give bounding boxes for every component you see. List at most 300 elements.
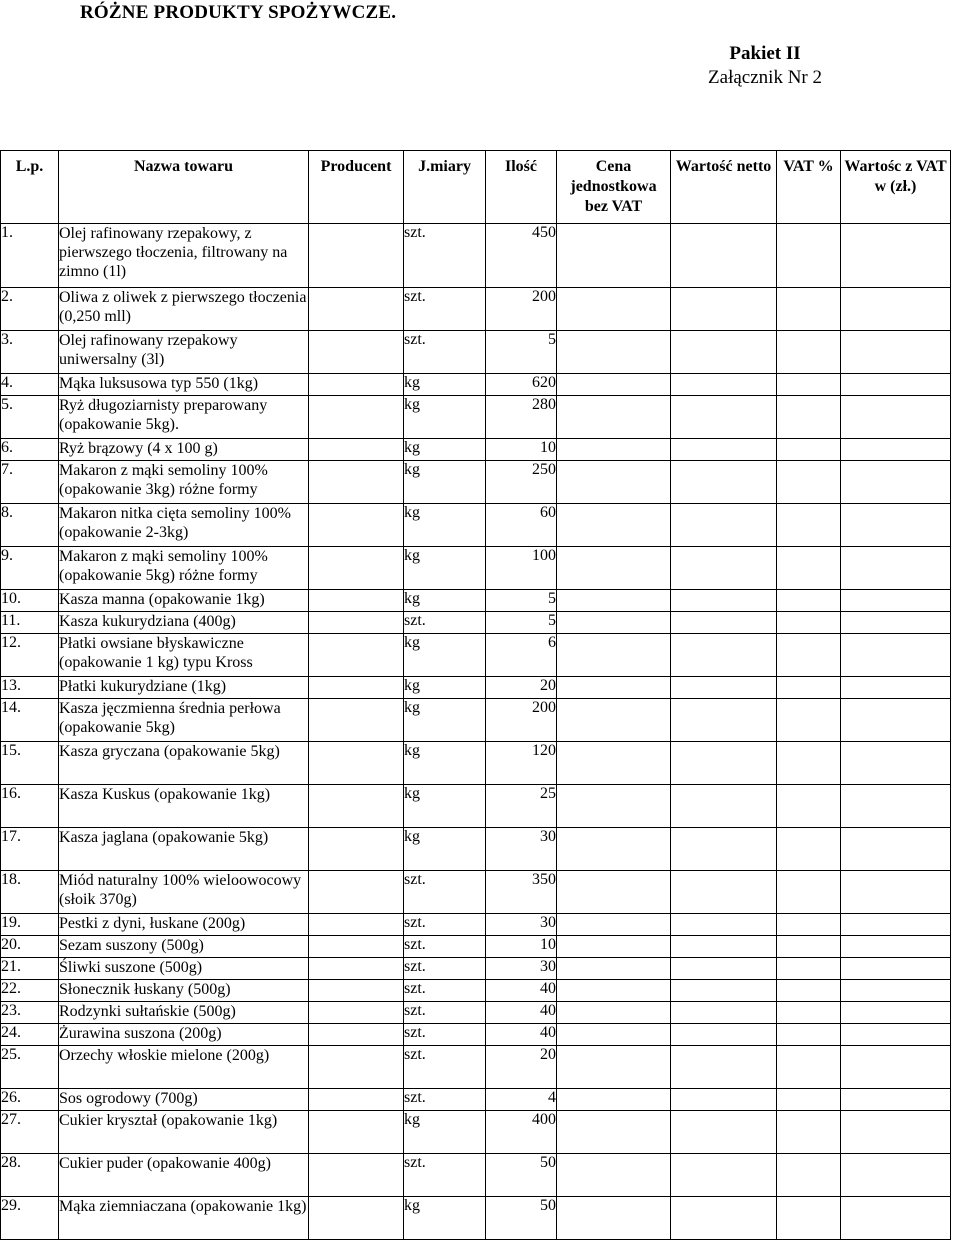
row-product-name: Słonecznik łuskany (500g) [59,980,309,1002]
row-product-name: Kasza manna (opakowanie 1kg) [59,590,309,612]
row-vat [777,1089,841,1111]
row-quantity: 280 [486,396,557,439]
row-unit-price [557,677,671,699]
row-unit: kg [404,504,486,547]
row-quantity: 25 [486,785,557,828]
row-product-name: Makaron nitka cięta semoliny 100% (opakowanie 2-3kg) [59,504,309,547]
row-lp: 22. [1,980,59,1002]
row-vat [777,396,841,439]
header-name: Nazwa towaru [59,151,309,224]
row-net-value [671,331,777,374]
row-producer [309,439,404,461]
row-unit-price [557,634,671,677]
row-gross-value [841,1197,951,1240]
row-gross-value [841,871,951,914]
header-producer: Producent [309,151,404,224]
row-net-value [671,677,777,699]
row-lp: 23. [1,1002,59,1024]
row-producer [309,1002,404,1024]
row-product-name: Śliwki suszone (500g) [59,958,309,980]
row-producer [309,871,404,914]
row-producer [309,980,404,1002]
row-unit: kg [404,374,486,396]
row-lp: 25. [1,1046,59,1089]
row-unit-price [557,612,671,634]
row-producer [309,699,404,742]
row-quantity: 100 [486,547,557,590]
row-vat [777,331,841,374]
row-product-name: Płatki kukurydziane (1kg) [59,677,309,699]
row-unit: szt. [404,331,486,374]
row-product-name: Makaron z mąki semoliny 100% (opakowanie 3kg) różne formy [59,461,309,504]
row-quantity: 620 [486,374,557,396]
row-vat [777,785,841,828]
row-unit-price [557,439,671,461]
row-gross-value [841,785,951,828]
header-net-value: Wartość netto [671,151,777,224]
row-gross-value [841,612,951,634]
row-gross-value [841,224,951,288]
row-unit-price [557,742,671,785]
row-gross-value [841,1111,951,1154]
row-quantity: 20 [486,677,557,699]
row-net-value [671,461,777,504]
package-label: Pakiet II [729,43,801,64]
products-table-body [1,224,951,1240]
row-producer [309,396,404,439]
row-unit-price [557,1089,671,1111]
row-product-name: Pestki z dyni, łuskane (200g) [59,914,309,936]
row-lp: 14. [1,699,59,742]
row-vat [777,590,841,612]
table-row [1,1197,951,1240]
row-lp: 16. [1,785,59,828]
row-gross-value [841,1089,951,1111]
row-unit: szt. [404,612,486,634]
row-net-value [671,396,777,439]
row-vat [777,871,841,914]
row-net-value [671,1089,777,1111]
row-product-name: Kasza jęczmienna średnia perłowa (opakowanie 5kg) [59,699,309,742]
row-net-value [671,828,777,871]
row-quantity: 50 [486,1197,557,1240]
row-lp: 13. [1,677,59,699]
row-unit-price [557,1111,671,1154]
row-unit-price [557,1197,671,1240]
row-lp: 8. [1,504,59,547]
row-unit: szt. [404,980,486,1002]
row-lp: 17. [1,828,59,871]
table-row [1,461,951,504]
header-qty: Ilość [486,151,557,224]
table-row [1,331,951,374]
row-gross-value [841,677,951,699]
row-quantity: 250 [486,461,557,504]
row-producer [309,1111,404,1154]
row-unit: kg [404,828,486,871]
row-producer [309,331,404,374]
row-producer [309,677,404,699]
row-lp: 12. [1,634,59,677]
table-row [1,1111,951,1154]
row-unit: szt. [404,224,486,288]
row-lp: 19. [1,914,59,936]
row-quantity: 10 [486,936,557,958]
row-lp: 6. [1,439,59,461]
row-net-value [671,958,777,980]
row-net-value [671,504,777,547]
row-unit: szt. [404,1154,486,1197]
row-unit-price [557,461,671,504]
row-gross-value [841,1046,951,1089]
row-net-value [671,612,777,634]
row-vat [777,439,841,461]
row-lp: 10. [1,590,59,612]
row-unit: kg [404,785,486,828]
row-vat [777,547,841,590]
row-vat [777,612,841,634]
row-quantity: 350 [486,871,557,914]
row-gross-value [841,980,951,1002]
table-row [1,1089,951,1111]
row-gross-value [841,828,951,871]
row-quantity: 30 [486,914,557,936]
table-row [1,828,951,871]
row-vat [777,461,841,504]
row-unit-price [557,828,671,871]
row-gross-value [841,504,951,547]
row-unit-price [557,1002,671,1024]
row-unit: szt. [404,1002,486,1024]
row-unit: kg [404,1111,486,1154]
row-lp: 18. [1,871,59,914]
row-unit: szt. [404,1024,486,1046]
row-quantity: 450 [486,224,557,288]
row-net-value [671,699,777,742]
row-unit-price [557,224,671,288]
row-quantity: 200 [486,699,557,742]
row-producer [309,1024,404,1046]
table-row [1,677,951,699]
row-product-name: Mąka luksusowa typ 550 (1kg) [59,374,309,396]
row-producer [309,1197,404,1240]
row-net-value [671,1024,777,1046]
row-net-value [671,742,777,785]
row-gross-value [841,958,951,980]
row-unit-price [557,1046,671,1089]
row-product-name: Olej rafinowany rzepakowy uniwersalny (3l) [59,331,309,374]
row-product-name: Kasza gryczana (opakowanie 5kg) [59,742,309,785]
row-quantity: 4 [486,1089,557,1111]
row-net-value [671,590,777,612]
row-quantity: 5 [486,612,557,634]
row-unit: szt. [404,288,486,331]
row-producer [309,590,404,612]
row-producer [309,828,404,871]
row-lp: 2. [1,288,59,331]
row-gross-value [841,461,951,504]
row-unit: szt. [404,871,486,914]
row-net-value [671,439,777,461]
row-unit: szt. [404,936,486,958]
row-unit: szt. [404,914,486,936]
row-lp: 9. [1,547,59,590]
row-unit-price [557,936,671,958]
row-producer [309,504,404,547]
row-net-value [671,1002,777,1024]
row-lp: 3. [1,331,59,374]
row-quantity: 5 [486,590,557,612]
row-gross-value [841,914,951,936]
table-row [1,1154,951,1197]
document-title: RÓŻNE PRODUKTY SPOŻYWCZE. [80,2,397,23]
row-unit-price [557,871,671,914]
row-lp: 5. [1,396,59,439]
row-gross-value [841,547,951,590]
row-lp: 26. [1,1089,59,1111]
table-row [1,1002,951,1024]
row-product-name: Płatki owsiane błyskawiczne (opakowanie 1 kg) typu Kross [59,634,309,677]
row-unit: kg [404,590,486,612]
row-net-value [671,936,777,958]
annex-label: Załącznik Nr 2 [708,67,822,88]
row-quantity: 40 [486,980,557,1002]
row-quantity: 6 [486,634,557,677]
row-producer [309,374,404,396]
table-row [1,504,951,547]
row-vat [777,828,841,871]
row-unit: kg [404,547,486,590]
row-gross-value [841,396,951,439]
table-row [1,612,951,634]
row-gross-value [841,590,951,612]
row-producer [309,224,404,288]
header-gross-value: Wartośc z VAT w (zł.) [841,151,951,224]
row-lp: 11. [1,612,59,634]
row-quantity: 10 [486,439,557,461]
row-lp: 4. [1,374,59,396]
row-net-value [671,914,777,936]
row-net-value [671,871,777,914]
row-producer [309,958,404,980]
row-vat [777,699,841,742]
row-product-name: Rodzynki sułtańskie (500g) [59,1002,309,1024]
row-quantity: 40 [486,1002,557,1024]
table-row [1,224,951,288]
row-lp: 29. [1,1197,59,1240]
row-unit: kg [404,677,486,699]
row-vat [777,1024,841,1046]
header-vat: VAT % [777,151,841,224]
row-producer [309,547,404,590]
row-net-value [671,1046,777,1089]
row-product-name: Oliwa z oliwek z pierwszego tłoczenia (0,250 mll) [59,288,309,331]
table-row [1,914,951,936]
row-gross-value [841,374,951,396]
row-vat [777,980,841,1002]
table-row [1,374,951,396]
row-producer [309,634,404,677]
row-vat [777,374,841,396]
row-net-value [671,224,777,288]
row-lp: 7. [1,461,59,504]
table-row [1,1046,951,1089]
row-net-value [671,374,777,396]
row-product-name: Olej rafinowany rzepakowy, z pierwszego tłoczenia, filtrowany na zimno (1l) [59,224,309,288]
row-producer [309,936,404,958]
row-vat [777,1046,841,1089]
row-vat [777,958,841,980]
row-lp: 28. [1,1154,59,1197]
row-gross-value [841,742,951,785]
row-product-name: Sos ogrodowy (700g) [59,1089,309,1111]
row-unit-price [557,374,671,396]
row-quantity: 5 [486,331,557,374]
table-row [1,590,951,612]
row-net-value [671,1197,777,1240]
row-unit-price [557,1024,671,1046]
row-vat [777,1197,841,1240]
row-vat [777,504,841,547]
row-net-value [671,785,777,828]
row-producer [309,1089,404,1111]
row-quantity: 50 [486,1154,557,1197]
row-producer [309,288,404,331]
row-unit: szt. [404,1046,486,1089]
row-producer [309,1046,404,1089]
row-unit-price [557,504,671,547]
row-unit-price [557,331,671,374]
row-product-name: Miód naturalny 100% wieloowocowy (słoik 370g) [59,871,309,914]
row-unit: kg [404,439,486,461]
row-lp: 15. [1,742,59,785]
row-producer [309,1154,404,1197]
row-unit: kg [404,742,486,785]
row-quantity: 30 [486,958,557,980]
table-row [1,699,951,742]
row-unit-price [557,590,671,612]
row-gross-value [841,439,951,461]
header-unit: J.miary [404,151,486,224]
annex-block [708,42,822,90]
table-row [1,439,951,461]
row-gross-value [841,288,951,331]
row-quantity: 60 [486,504,557,547]
table-header-row [1,151,951,224]
row-vat [777,1002,841,1024]
row-unit-price [557,396,671,439]
row-vat [777,288,841,331]
row-gross-value [841,1024,951,1046]
row-unit-price [557,288,671,331]
row-net-value [671,547,777,590]
row-quantity: 200 [486,288,557,331]
row-gross-value [841,1002,951,1024]
table-row [1,742,951,785]
header-lp: L.p. [1,151,59,224]
table-row [1,980,951,1002]
row-vat [777,742,841,785]
row-product-name: Orzechy włoskie mielone (200g) [59,1046,309,1089]
row-product-name: Kasza jaglana (opakowanie 5kg) [59,828,309,871]
row-producer [309,785,404,828]
row-lp: 24. [1,1024,59,1046]
row-unit-price [557,699,671,742]
row-gross-value [841,634,951,677]
table-row [1,958,951,980]
table-row [1,634,951,677]
table-row [1,288,951,331]
row-vat [777,914,841,936]
row-producer [309,612,404,634]
row-unit: szt. [404,1089,486,1111]
row-net-value [671,980,777,1002]
row-unit-price [557,980,671,1002]
row-unit-price [557,914,671,936]
row-unit-price [557,547,671,590]
table-row [1,1024,951,1046]
row-unit: kg [404,1197,486,1240]
row-net-value [671,1111,777,1154]
row-gross-value [841,331,951,374]
row-net-value [671,634,777,677]
table-row [1,936,951,958]
row-unit: kg [404,396,486,439]
row-quantity: 40 [486,1024,557,1046]
row-unit: kg [404,461,486,504]
table-row [1,396,951,439]
row-lp: 1. [1,224,59,288]
header-unit-price: Cena jednostkowa bez VAT [557,151,671,224]
row-lp: 27. [1,1111,59,1154]
row-product-name: Kasza Kuskus (opakowanie 1kg) [59,785,309,828]
row-net-value [671,288,777,331]
table-row [1,871,951,914]
row-vat [777,224,841,288]
row-unit: kg [404,699,486,742]
row-product-name: Sezam suszony (500g) [59,936,309,958]
row-quantity: 30 [486,828,557,871]
row-unit: kg [404,634,486,677]
row-product-name: Mąka ziemniaczana (opakowanie 1kg) [59,1197,309,1240]
row-unit-price [557,785,671,828]
products-table [0,150,951,1240]
row-vat [777,936,841,958]
row-product-name: Ryż brązowy (4 x 100 g) [59,439,309,461]
row-vat [777,677,841,699]
row-gross-value [841,699,951,742]
row-lp: 20. [1,936,59,958]
row-unit-price [557,958,671,980]
row-unit: szt. [404,958,486,980]
row-producer [309,742,404,785]
row-quantity: 20 [486,1046,557,1089]
row-product-name: Ryż długoziarnisty preparowany (opakowanie 5kg). [59,396,309,439]
row-vat [777,1111,841,1154]
table-row [1,547,951,590]
table-row [1,785,951,828]
row-product-name: Makaron z mąki semoliny 100% (opakowanie 5kg) różne formy [59,547,309,590]
row-vat [777,1154,841,1197]
row-producer [309,914,404,936]
row-product-name: Cukier kryształ (opakowanie 1kg) [59,1111,309,1154]
row-net-value [671,1154,777,1197]
row-vat [777,634,841,677]
row-lp: 21. [1,958,59,980]
row-unit-price [557,1154,671,1197]
row-producer [309,461,404,504]
row-product-name: Żurawina suszona (200g) [59,1024,309,1046]
